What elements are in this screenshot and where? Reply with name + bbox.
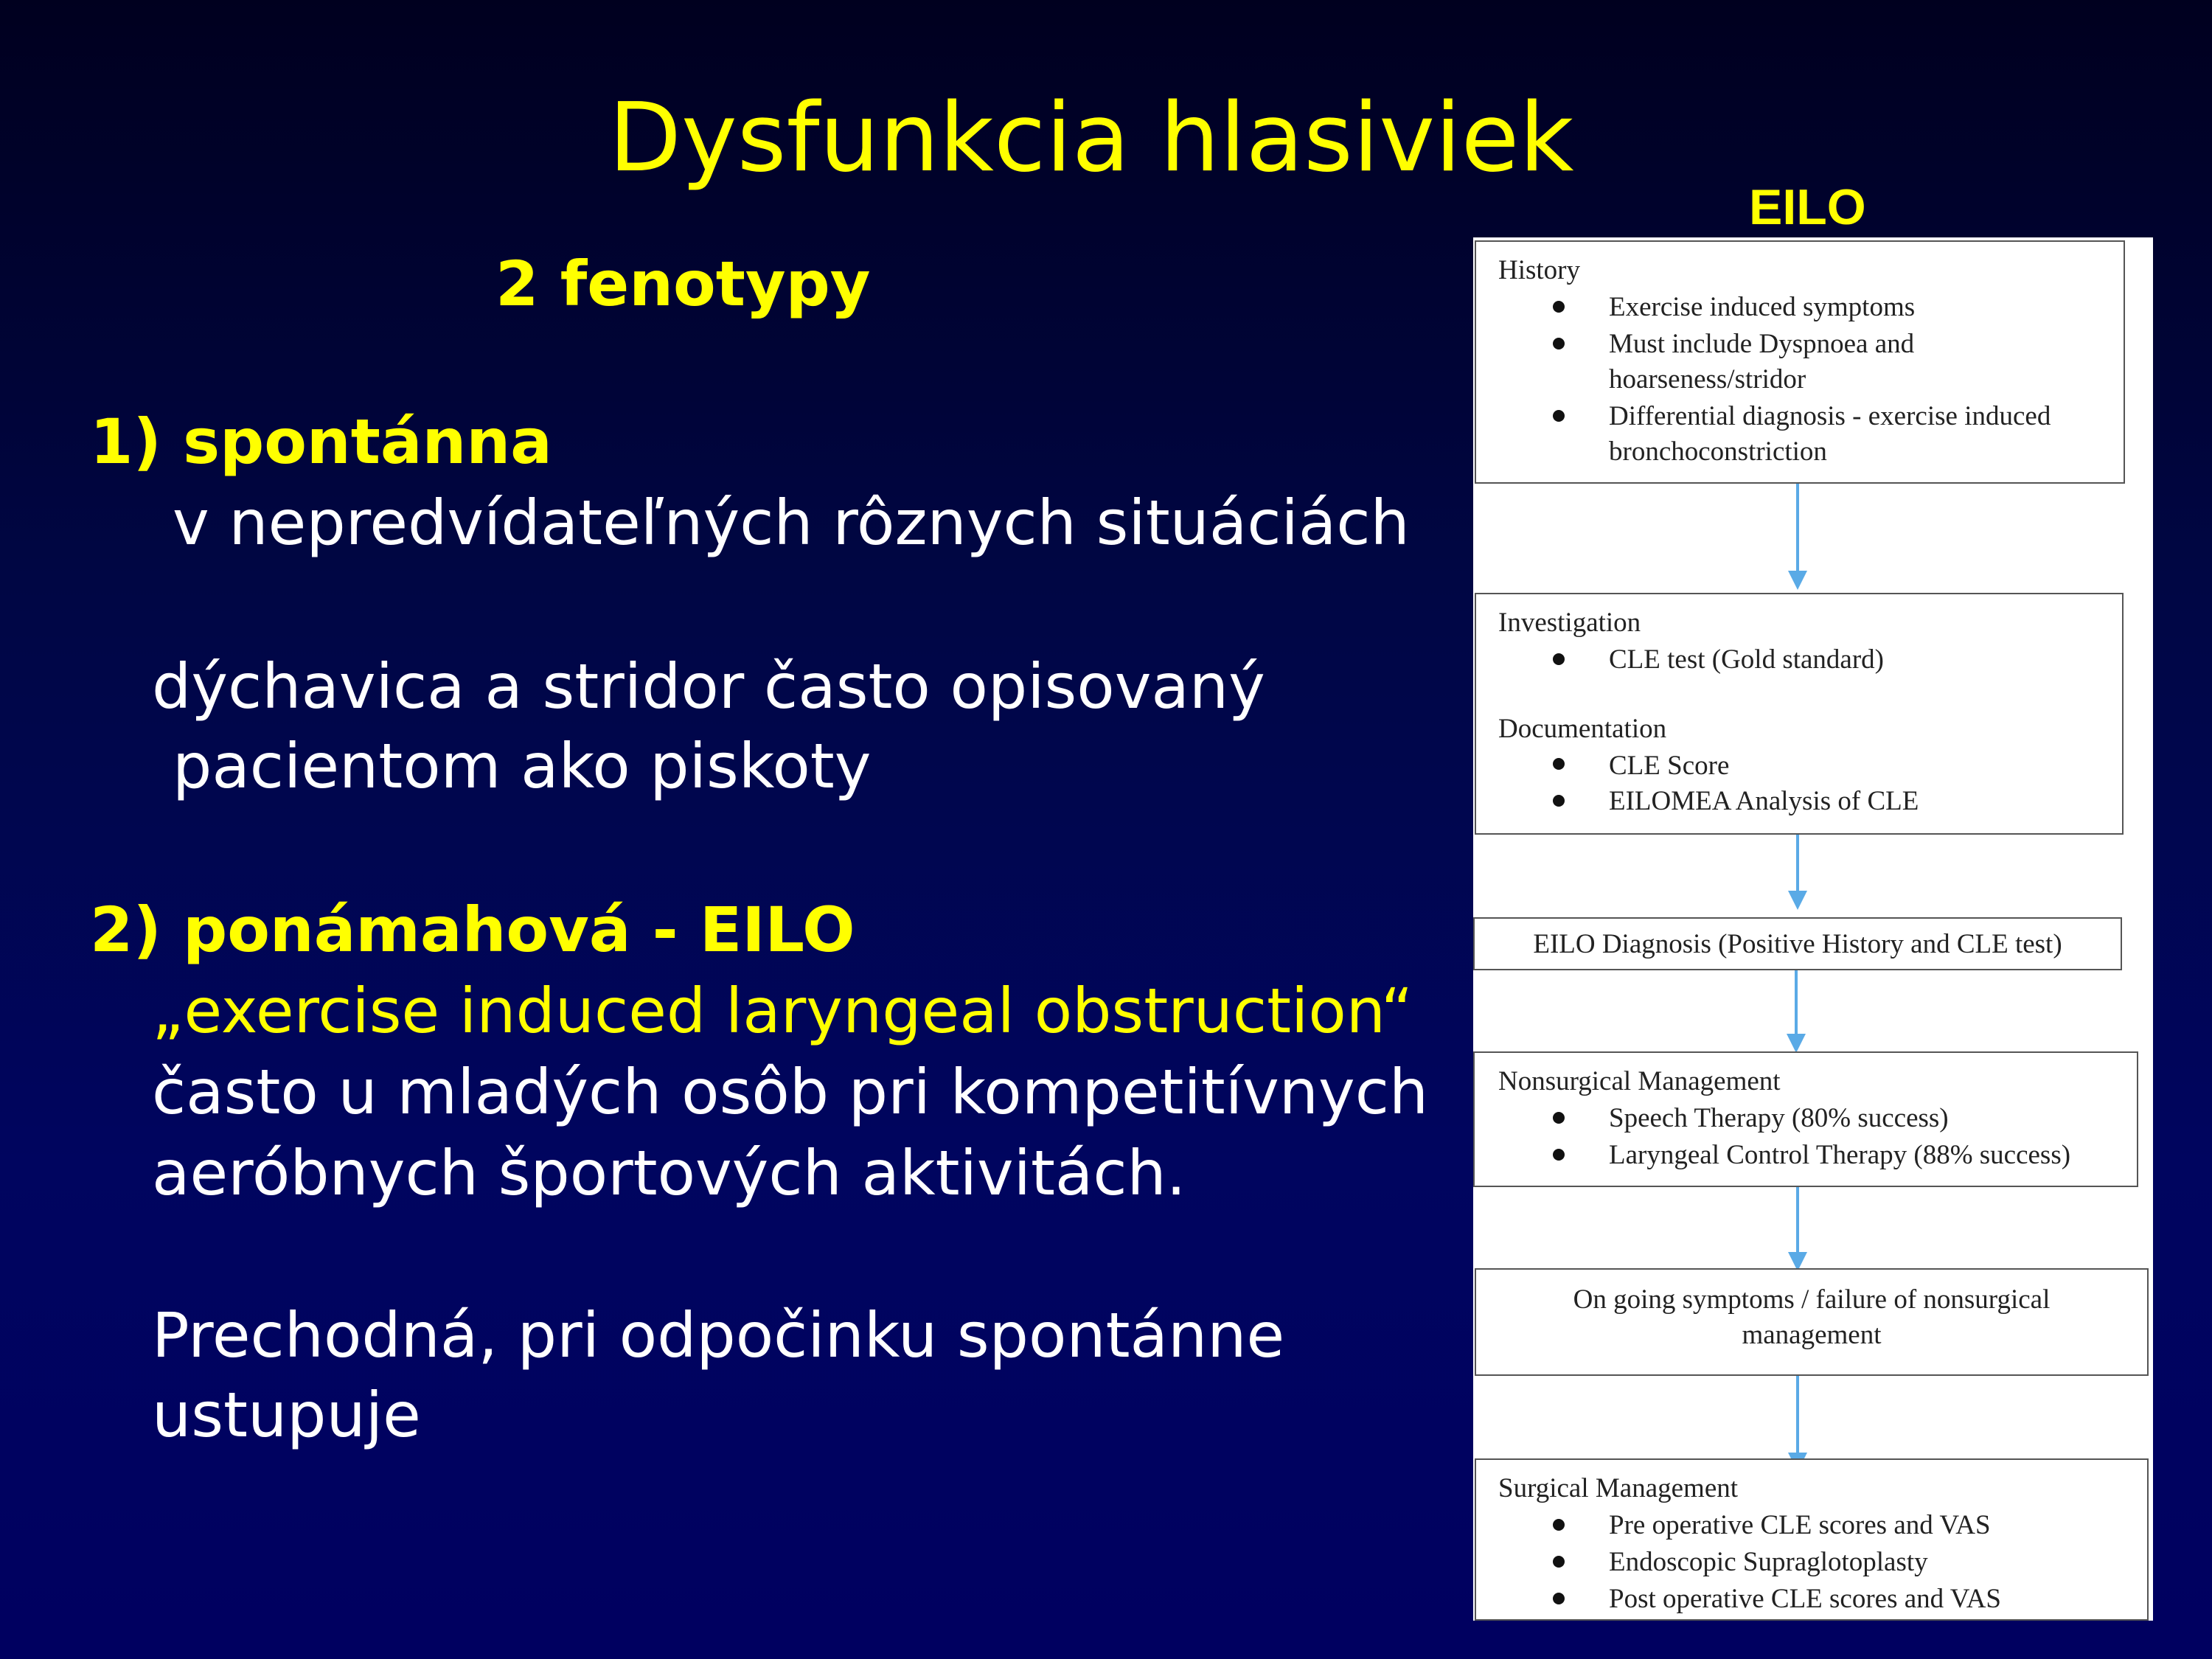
diagnosis-text: EILO Diagnosis (Positive History and CLE test) (1533, 929, 2062, 959)
bullet-icon (1553, 758, 1565, 770)
flow-arrow (1796, 484, 1799, 575)
arrow-down-icon (1787, 1034, 1806, 1053)
ongoing-line1: On going symptoms / failure of nonsurgical (1573, 1284, 2051, 1315)
history-item: Exercise induced symptoms (1609, 292, 1916, 322)
ongoing-line2: management (1742, 1320, 1882, 1350)
arrow-down-icon (1788, 571, 1807, 590)
history-item: bronchoconstriction (1609, 437, 1827, 467)
surgical-box (1475, 1458, 2149, 1621)
diagnosis-box (1473, 917, 2122, 970)
eilo-label: EILO (1749, 179, 1866, 235)
flow-arrow (1796, 1376, 1799, 1457)
phenotype1-heading: 1) spontánna (90, 406, 552, 478)
bullet-icon (1553, 410, 1565, 422)
nonsurgical-item: Laryngeal Control Therapy (88% success) (1609, 1140, 2071, 1170)
investigation-heading: Investigation (1498, 608, 1641, 638)
phenotype2-heading: 2) ponámahová - EILO (90, 894, 855, 966)
bullet-icon (1553, 795, 1565, 807)
bullet-icon (1553, 338, 1565, 349)
bullet-icon (1553, 1519, 1565, 1531)
phenotype1-line1: v nepredvídateľných rôznych situáciách (173, 487, 1410, 559)
bullet-icon (1553, 1556, 1565, 1568)
phenotype2-quote: „exercise induced laryngeal obstruction“ (152, 975, 1413, 1047)
documentation-heading: Documentation (1498, 714, 1667, 744)
phenotype2-line1: často u mladých osôb pri kompetitívnych (152, 1056, 1429, 1128)
nonsurgical-item: Speech Therapy (80% success) (1609, 1103, 1949, 1133)
surgical-item: Endoscopic Supraglotoplasty (1609, 1547, 1928, 1577)
history-item: hoarseness/stridor (1609, 364, 1806, 394)
phenotype2-line3: Prechodná, pri odpočinku spontánne (152, 1299, 1285, 1371)
ongoing-box (1475, 1268, 2149, 1376)
investigation-box (1475, 593, 2124, 835)
documentation-item: CLE Score (1609, 751, 1730, 781)
history-box (1475, 240, 2125, 484)
surgical-item: Pre operative CLE scores and VAS (1609, 1510, 1991, 1540)
phenotype1-line2: dýchavica a stridor často opisovaný (152, 650, 1265, 723)
phenotype2-line4: ustupuje (152, 1379, 421, 1451)
investigation-item: CLE test (Gold standard) (1609, 644, 1884, 675)
bullet-icon (1553, 1593, 1565, 1604)
surgical-heading: Surgical Management (1498, 1473, 1739, 1503)
arrow-down-icon (1788, 891, 1807, 910)
bullet-icon (1553, 1112, 1565, 1124)
flow-arrow (1796, 835, 1799, 895)
bullet-icon (1553, 301, 1565, 313)
slide-subtitle: 2 fenotypy (495, 248, 871, 320)
nonsurgical-box (1473, 1051, 2138, 1187)
history-heading: History (1498, 255, 1580, 285)
bullet-icon (1553, 653, 1565, 665)
phenotype2-line2: aeróbnych športových aktivitách. (152, 1137, 1186, 1209)
bullet-icon (1553, 1149, 1565, 1161)
nonsurgical-heading: Nonsurgical Management (1498, 1066, 1781, 1096)
history-item: Differential diagnosis - exercise induced (1609, 401, 2051, 431)
phenotype1-line3: pacientom ako piskoty (173, 730, 872, 802)
documentation-item: EILOMEA Analysis of CLE (1609, 786, 1919, 816)
eilo-flowchart (1473, 237, 2153, 1621)
flow-arrow (1795, 970, 1798, 1038)
flow-arrow (1796, 1187, 1799, 1256)
history-item: Must include Dyspnoea and (1609, 329, 1915, 359)
slide-title: Dysfunkcia hlasiviek (608, 83, 1574, 193)
surgical-item: Post operative CLE scores and VAS (1609, 1584, 2002, 1614)
